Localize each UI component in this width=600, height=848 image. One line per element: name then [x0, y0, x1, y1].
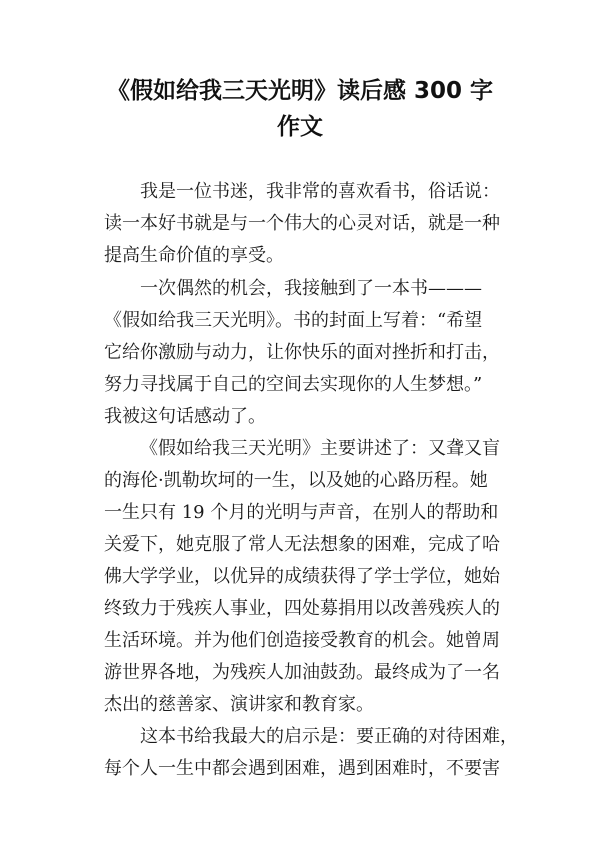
body-line: 提高生命价值的享受。	[104, 245, 284, 266]
body-line: 关爱下，她克服了常人无法想象的困难，完成了哈	[104, 534, 500, 555]
body-line: 读一本好书就是与一个伟大的心灵对话，就是一种	[104, 213, 500, 234]
body-line: 我被这句话感动了。	[104, 406, 266, 427]
body-line: 这本书给我最大的启示是：要正确的对待困难，	[140, 726, 518, 747]
body-line: 佛大学学业，以优异的成绩获得了学士学位，她始	[104, 566, 500, 587]
body-line: 生活环境。并为他们创造接受教育的机会。她曾周	[104, 630, 500, 651]
body-line: 它给你激励与动力，让你快乐的面对挫折和打击，	[104, 342, 500, 363]
body-line: 我是一位书迷，我非常的喜欢看书，俗话说：	[140, 181, 500, 202]
body-line: 游世界各地，为残疾人加油鼓劲。最终成为了一名	[104, 662, 500, 683]
body-line: 杰出的慈善家、演讲家和教育家。	[104, 694, 374, 715]
body-line: 《假如给我三天光明》。书的封面上写着：“希望	[104, 310, 483, 331]
document-title-line-1: 《假如给我三天光明》读后感 300 字	[106, 78, 494, 104]
body-line: 终致力于残疾人事业，四处募捐用以改善残疾人的	[104, 598, 500, 619]
body-line: 一生只有 19 个月的光明与声音，在别人的帮助和	[104, 502, 499, 523]
body-line: 的海伦·凯勒坎坷的一生，以及她的心路历程。她	[104, 470, 488, 491]
body-line: 努力寻找属于自己的空间去实现你的人生梦想。”	[104, 374, 483, 395]
body-line: 一次偶然的机会，我接触到了一本书———	[140, 278, 482, 299]
body-line: 《假如给我三天光明》主要讲述了：又聋又盲	[140, 438, 500, 459]
body-line: 每个人一生中都会遇到困难，遇到困难时，不要害	[104, 758, 500, 779]
document-title-line-2: 作文	[277, 114, 323, 140]
